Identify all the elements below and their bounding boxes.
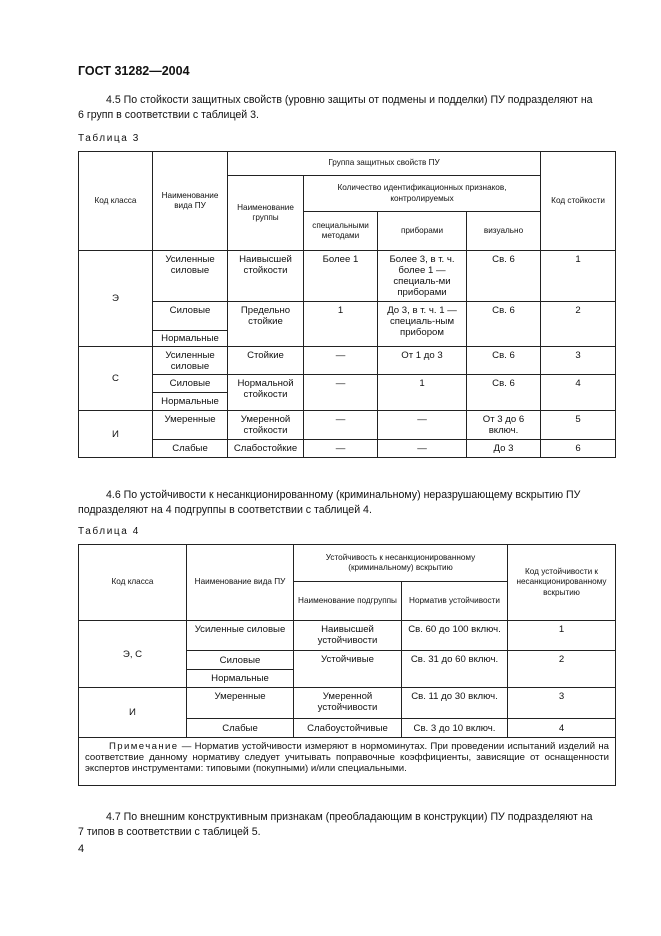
header-visual: визуально [467, 212, 541, 251]
paragraph-line: 4.5 По стойкости защитных свойств (уровню защиты от подмены и подделки) ПУ подразделяют на [106, 94, 593, 106]
resistance-code-cell: 4 [541, 375, 616, 411]
subgroup-cell: Устойчивые [294, 651, 402, 688]
resistance-code-cell: 1 [541, 251, 616, 302]
type-cell: Умеренные [187, 688, 294, 719]
header-special-methods: специальными методами [304, 212, 378, 251]
header-type-name: Наименование вида ПУ [187, 545, 294, 621]
note-label: Примечание [109, 741, 179, 752]
devices-cell: — [378, 440, 467, 458]
devices-cell: От 1 до 3 [378, 347, 467, 375]
resistance-code-cell: 1 [508, 621, 616, 651]
document-code: ГОСТ 31282—2004 [78, 64, 190, 78]
paragraph-line: 7 типов в соответствии с таблицей 5. [78, 825, 261, 838]
group-cell: Наивысшей стойкости [228, 251, 304, 302]
type-cell: Усиленные силовые [153, 347, 228, 375]
subgroup-cell: Слабоустойчивые [294, 719, 402, 738]
paragraph-line: 6 групп в соответствии с таблицей 3. [78, 108, 260, 121]
class-code-cell: И [79, 688, 187, 738]
group-cell: Нормальной стойкости [228, 375, 304, 411]
header-class-code: Код класса [79, 545, 187, 621]
header-resistance-code: Код устойчивости к несанкционированному вскрытию [508, 545, 616, 621]
paragraph-4-7 [78, 810, 616, 839]
special-cell: — [304, 440, 378, 458]
paragraph-line: 4.7 По внешним конструктивным признакам (преобладающим в конструкции) ПУ подразделяют на [106, 811, 593, 823]
header-class-code: Код класса [79, 152, 153, 251]
visual-cell: От 3 до 6 включ. [467, 411, 541, 440]
class-code-cell: С [79, 347, 153, 411]
paragraph-4-6 [78, 488, 616, 517]
table-4 [78, 544, 616, 786]
table-3 [78, 151, 616, 458]
table-row [79, 621, 616, 651]
visual-cell: Св. 6 [467, 302, 541, 347]
page-number: 4 [78, 843, 85, 855]
header-opening-resistance: Устойчивость к несанкционированному (криминальному) вскрытию [294, 545, 508, 582]
special-cell: 1 [304, 302, 378, 347]
norm-cell: Св. 60 до 100 включ. [402, 621, 508, 651]
group-cell: Стойкие [228, 347, 304, 375]
group-cell: Умеренной стойкости [228, 411, 304, 440]
special-cell: — [304, 375, 378, 411]
table-row [79, 347, 616, 375]
resistance-code-cell: 3 [541, 347, 616, 375]
visual-cell: Св. 6 [467, 251, 541, 302]
table-row [79, 251, 616, 302]
type-cell: Слабые [153, 440, 228, 458]
type-cell: Нормальные [153, 331, 228, 347]
table-note [79, 738, 616, 786]
visual-cell: Св. 6 [467, 347, 541, 375]
table-row [79, 440, 616, 458]
resistance-code-cell: 2 [508, 651, 616, 688]
type-cell: Усиленные силовые [187, 621, 294, 651]
class-code-cell: Э, С [79, 621, 187, 688]
type-cell: Умеренные [153, 411, 228, 440]
type-cell: Нормальные [153, 393, 228, 411]
resistance-code-cell: 4 [508, 719, 616, 738]
table-4-label: Таблица 4 [78, 526, 140, 537]
devices-cell: До 3, в т. ч. 1 — специаль-ным прибором [378, 302, 467, 347]
header-subgroup-name: Наименование подгруппы [294, 582, 402, 621]
table-row [79, 411, 616, 440]
visual-cell: Св. 6 [467, 375, 541, 411]
class-code-cell: Э [79, 251, 153, 347]
norm-cell: Св. 3 до 10 включ. [402, 719, 508, 738]
resistance-code-cell: 3 [508, 688, 616, 719]
table-row [79, 375, 616, 393]
devices-cell: — [378, 411, 467, 440]
special-cell: — [304, 411, 378, 440]
header-devices: приборами [378, 212, 467, 251]
subgroup-cell: Наивысшей устойчивости [294, 621, 402, 651]
class-code-cell: И [79, 411, 153, 458]
paragraph-line: подразделяют на 4 подгруппы в соответствии с таблицей 4. [78, 503, 372, 516]
resistance-code-cell: 5 [541, 411, 616, 440]
table-row [79, 688, 616, 719]
visual-cell: До 3 [467, 440, 541, 458]
header-type-name: Наименование вида ПУ [153, 152, 228, 251]
norm-cell: Св. 11 до 30 включ. [402, 688, 508, 719]
type-cell: Силовые [187, 651, 294, 670]
devices-cell: 1 [378, 375, 467, 411]
table-row [79, 302, 616, 331]
table-3-label: Таблица 3 [78, 133, 140, 144]
type-cell: Нормальные [187, 670, 294, 688]
header-resistance-norm: Норматив устойчивости [402, 582, 508, 621]
paragraph-4-5 [78, 93, 616, 122]
group-cell: Слабостойкие [228, 440, 304, 458]
header-protective-group: Группа защитных свойств ПУ [228, 152, 541, 176]
devices-cell: Более 3, в т. ч. более 1 — специаль-ми приборами [378, 251, 467, 302]
type-cell: Усиленные силовые [153, 251, 228, 302]
resistance-code-cell: 2 [541, 302, 616, 347]
header-feature-count: Количество идентификационных признаков, контролируемых [304, 176, 541, 212]
special-cell: Более 1 [304, 251, 378, 302]
group-cell: Предельно стойкие [228, 302, 304, 347]
type-cell: Слабые [187, 719, 294, 738]
header-group-name: Наименование группы [228, 176, 304, 251]
header-resistance-code: Код стойкости [541, 152, 616, 251]
subgroup-cell: Умеренной устойчивости [294, 688, 402, 719]
resistance-code-cell: 6 [541, 440, 616, 458]
special-cell: — [304, 347, 378, 375]
note-text: — Норматив устойчивости измеряют в нормоминутах. При проведении испытаний изделий на соответствие данному нормативу следует учитывать поправочные коэффициенты, зависящие от оснащенности экспертов инструментами: типовыми (покупными) и/или специальными. [85, 741, 609, 774]
type-cell: Силовые [153, 375, 228, 393]
type-cell: Силовые [153, 302, 228, 331]
norm-cell: Св. 31 до 60 включ. [402, 651, 508, 688]
paragraph-line: 4.6 По устойчивости к несанкционированному (криминальному) неразрушающему вскрытию ПУ [106, 489, 581, 501]
